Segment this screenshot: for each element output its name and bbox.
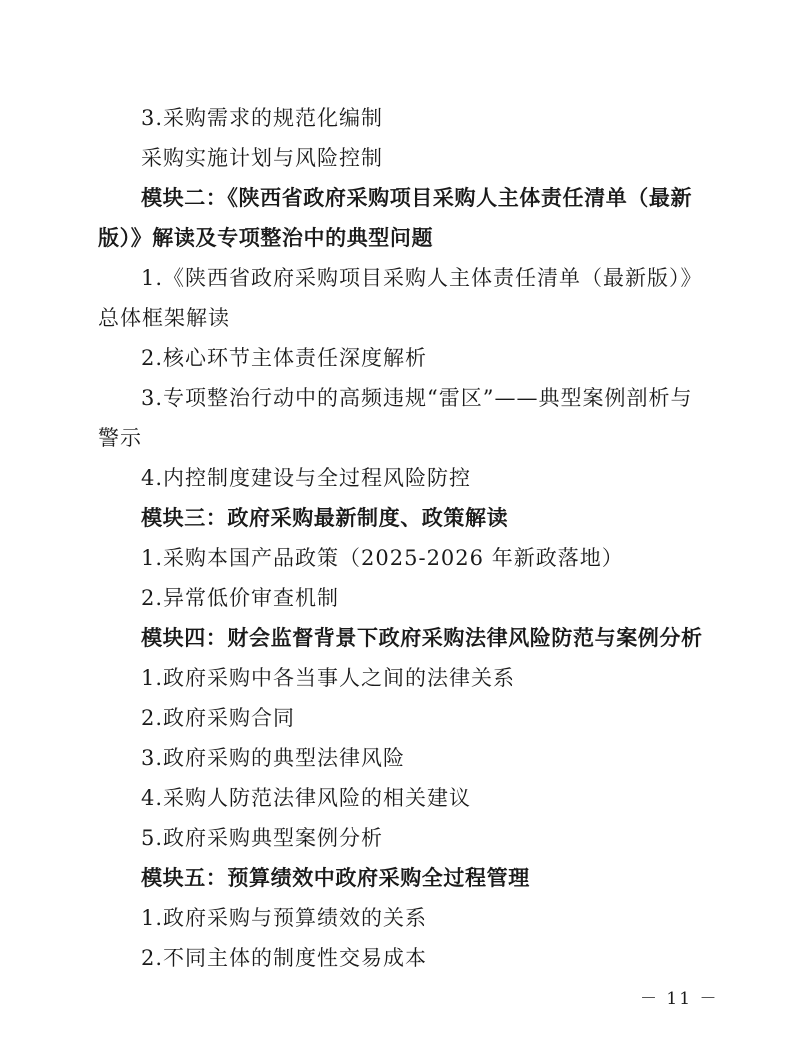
module-two-item-4: 4.内控制度建设与全过程风险防控 xyxy=(141,466,472,490)
module-four-item-4: 4.采购人防范法律风险的相关建议 xyxy=(141,786,472,810)
module-two-item-1-line2: 总体框架解读 xyxy=(98,306,230,330)
module-five-heading: 模块五：预算绩效中政府采购全过程管理 xyxy=(141,866,530,890)
module-four-item-1: 1.政府采购中各当事人之间的法律关系 xyxy=(141,666,516,690)
page-number: － 11 － xyxy=(640,989,719,1009)
module-two-heading-line2: 版）》解读及专项整治中的典型问题 xyxy=(98,226,434,250)
module-two-item-3-line2: 警示 xyxy=(98,426,142,450)
module-three-heading: 模块三：政府采购最新制度、政策解读 xyxy=(141,506,509,530)
module-two-item-2: 2.核心环节主体责任深度解析 xyxy=(141,346,428,370)
item-implementation-plan: 采购实施计划与风险控制 xyxy=(141,146,383,170)
module-five-item-1: 1.政府采购与预算绩效的关系 xyxy=(141,906,428,930)
item-procurement-requirements: 3.采购需求的规范化编制 xyxy=(141,106,384,130)
module-two-heading-line1: 模块二：《陕西省政府采购项目采购人主体责任清单（最新 xyxy=(141,186,693,210)
module-four-heading: 模块四：财会监督背景下政府采购法律风险防范与案例分析 xyxy=(141,626,703,650)
module-four-item-3: 3.政府采购的典型法律风险 xyxy=(141,746,406,770)
module-four-item-2: 2.政府采购合同 xyxy=(141,706,296,730)
module-three-item-2: 2.异常低价审查机制 xyxy=(141,586,340,610)
module-two-item-1-line1: 1.《陕西省政府采购项目采购人主体责任清单（最新版）》 xyxy=(141,266,703,290)
module-four-item-5: 5.政府采购典型案例分析 xyxy=(141,826,384,850)
module-two-item-3-line1: 3.专项整治行动中的高频违规“雷区”——典型案例剖析与 xyxy=(141,386,693,410)
module-three-item-1: 1.采购本国产品政策（2025-2026 年新政落地） xyxy=(141,546,624,570)
module-five-item-2: 2.不同主体的制度性交易成本 xyxy=(141,946,428,970)
